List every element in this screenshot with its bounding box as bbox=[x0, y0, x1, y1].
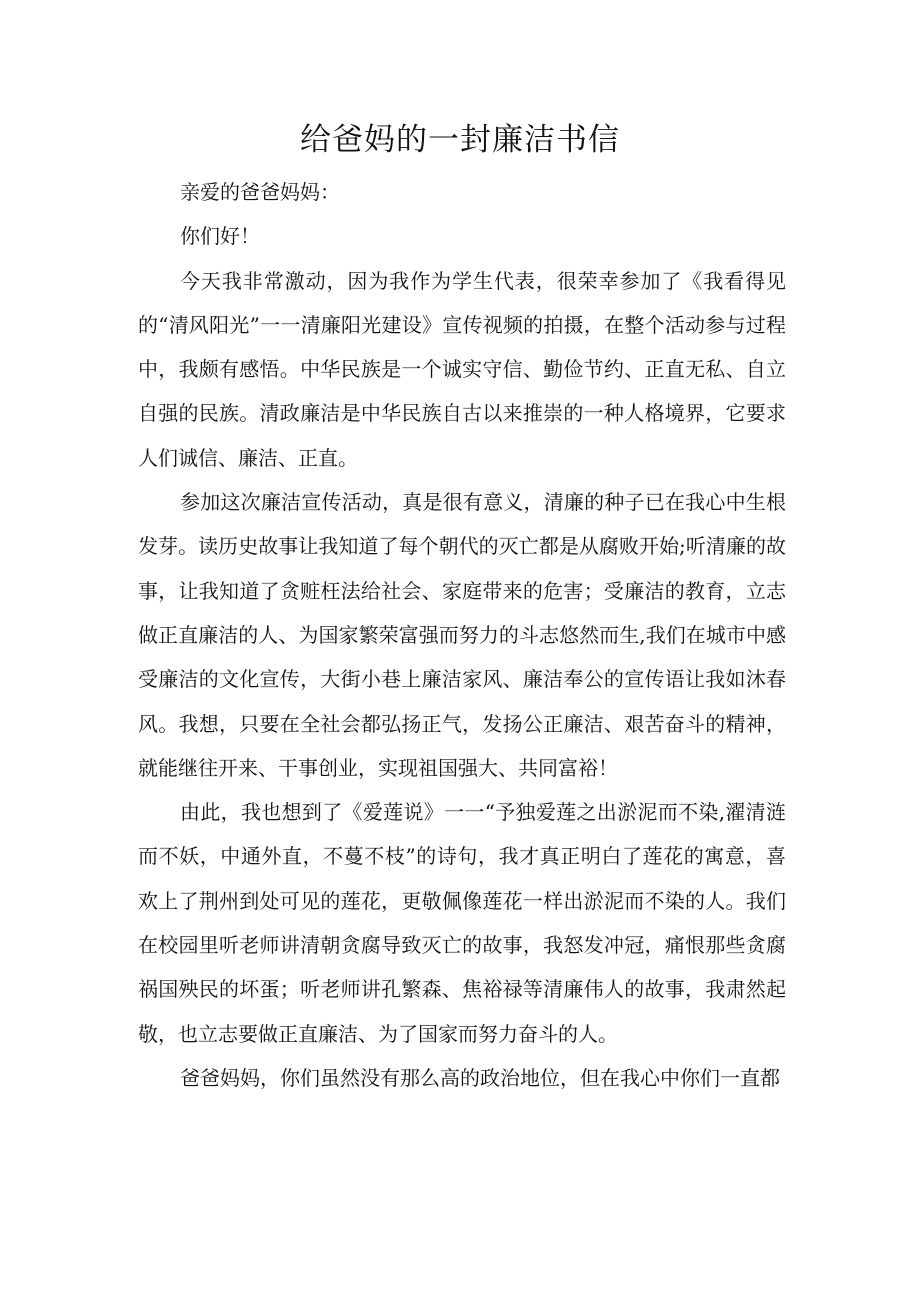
letter-greeting: 你们好！ bbox=[180, 224, 260, 249]
letter-body bbox=[138, 170, 786, 1100]
letter-paragraph-3: 由此，我也想到了《爱莲说》一一“予独爱莲之出淤泥而不染,濯清涟而不妖，中通外直，不蔓不枝”的诗句，我才真正明白了莲花的寓意，喜欢上了荆州到处可见的莲花，更敬佩像莲花一样出淤泥而不染的人。我们在校园里听老师讲清朝贪腐导致灭亡的故事，我怒发冲冠，痛恨那些贪腐祸国殃民的坏蛋；听老师讲孔繁森、焦裕禄等清廉伟人的故事，我肃然起敬，也立志要做正直廉洁、为了国家而努力奋斗的人。 bbox=[138, 800, 786, 1046]
document-title: 给爸妈的一封廉洁书信 bbox=[300, 122, 620, 158]
letter-paragraph-4: 爸爸妈妈，你们虽然没有那么高的政治地位，但在我心中你们一直都 bbox=[180, 1065, 780, 1090]
letter-paragraph-1: 今天我非常激动，因为我作为学生代表，很荣幸参加了《我看得见的“清风阳光”一一清廉阳光建设》宣传视频的拍摄，在整个活动参与过程中，我颇有感悟。中华民族是一个诚实守信、勤俭节约、正直无私、自立自强的民族。清政廉洁是中华民族自古以来推崇的一种人格境界，它要求人们诚信、廉洁、正直。 bbox=[138, 268, 786, 470]
letter-salutation: 亲爱的爸爸妈妈： bbox=[180, 180, 340, 204]
letter-paragraph-2: 参加这次廉洁宣传活动，真是很有意义，清廉的种子已在我心中生根发芽。读历史故事让我知道了每个朝代的灭亡都是从腐败开始;听清廉的故事，让我知道了贪赃枉法给社会、家庭带来的危害；受廉洁的教育，立志做正直廉洁的人、为国家繁荣富强而努力的斗志悠然而生,我们在城市中感受廉洁的文化宣传，大街小巷上廉洁家风、廉洁奉公的宣传语让我如沐春风。我想，只要在全社会都弘扬正气，发扬公正廉洁、艰苦奋斗的精神，就能继往开来、干事创业，实现祖国强大、共同富裕！ bbox=[138, 490, 786, 780]
